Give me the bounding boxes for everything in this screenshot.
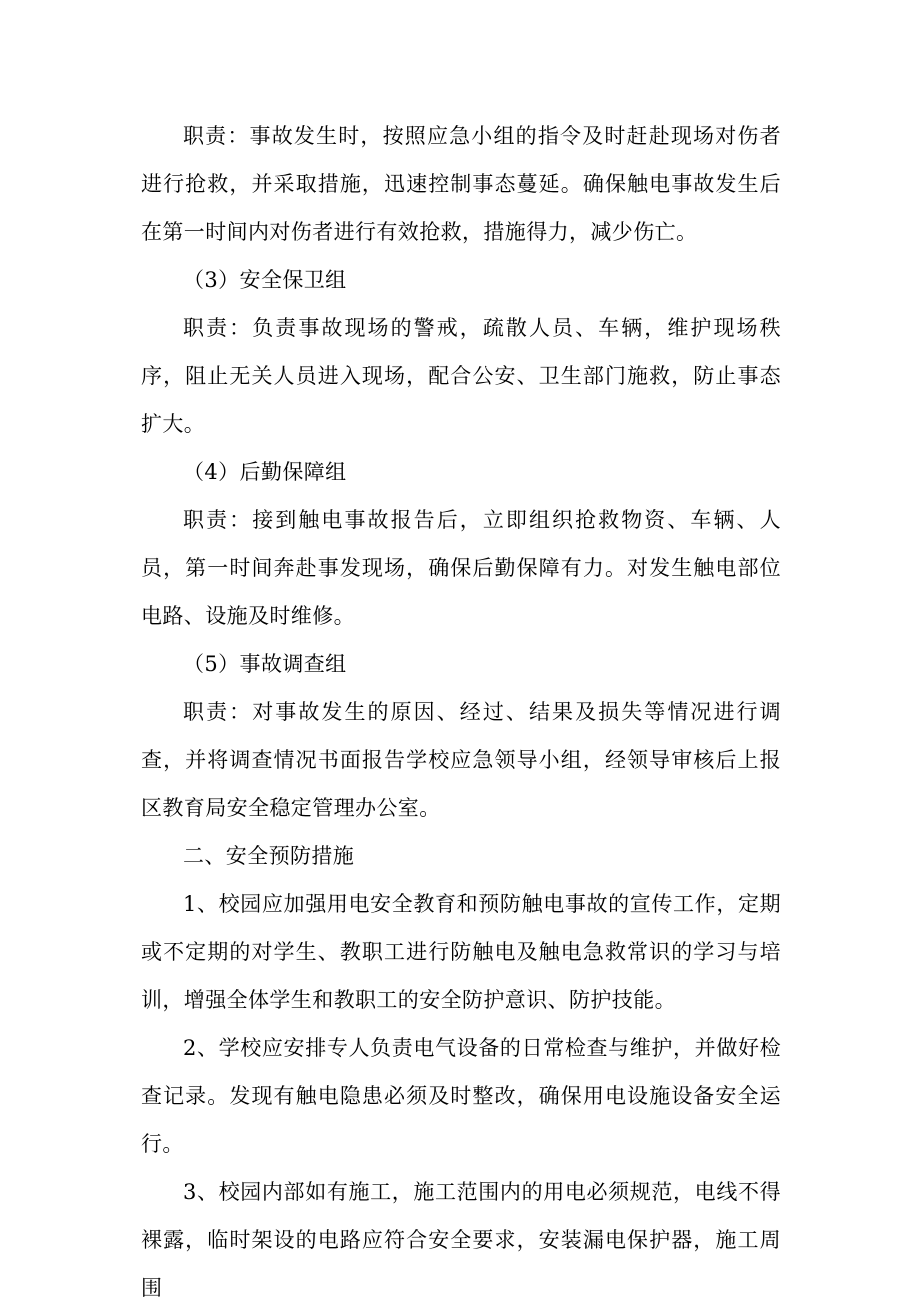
document-body: [141, 112, 781, 1312]
paragraph-measure-2: 2、学校应安排专人负责电气设备的日常检查与维护，并做好检查记录。发现有触电隐患必须及时整改，确保用电设施设备安全运行。: [141, 1036, 781, 1156]
paragraph-security-duties: 职责：负责事故现场的警戒，疏散人员、车辆，维护现场秩序，阻止无关人员进入现场，配合公安、卫生部门施救，防止事态扩大。: [141, 316, 781, 436]
section-heading-investigation-team: （5）事故调查组: [183, 652, 347, 676]
paragraph-measure-3: 3、校园内部如有施工，施工范围内的用电必须规范，电线不得裸露，临时架设的电路应符合安全要求，安装漏电保护器，施工周围: [141, 1180, 781, 1300]
paragraph-investigation-duties: 职责：对事故发生的原因、经过、结果及损失等情况进行调查，并将调查情况书面报告学校应急领导小组，经领导审核后上报区教育局安全稳定管理办公室。: [141, 700, 781, 820]
paragraph-first-aid-duties: 职责：事故发生时，按照应急小组的指令及时赶赴现场对伤者进行抢救，并采取措施，迅速控制事态蔓延。确保触电事故发生后在第一时间内对伤者进行有效抢救，措施得力，减少伤亡。: [141, 124, 781, 244]
paragraph-measure-1: 1、校园应加强用电安全教育和预防触电事故的宣传工作，定期或不定期的对学生、教职工进行防触电及触电急救常识的学习与培训，增强全体学生和教职工的安全防护意识、防护技能。: [141, 892, 781, 1012]
section-heading-security-team: （3）安全保卫组: [183, 268, 347, 292]
paragraph-logistics-duties: 职责：接到触电事故报告后，立即组织抢救物资、车辆、人员，第一时间奔赴事发现场，确保后勤保障有力。对发生触电部位电路、设施及时维修。: [141, 508, 781, 628]
section-heading-logistics-team: （4）后勤保障组: [183, 460, 347, 484]
section-heading-prevention-measures: 二、安全预防措施: [183, 844, 355, 868]
